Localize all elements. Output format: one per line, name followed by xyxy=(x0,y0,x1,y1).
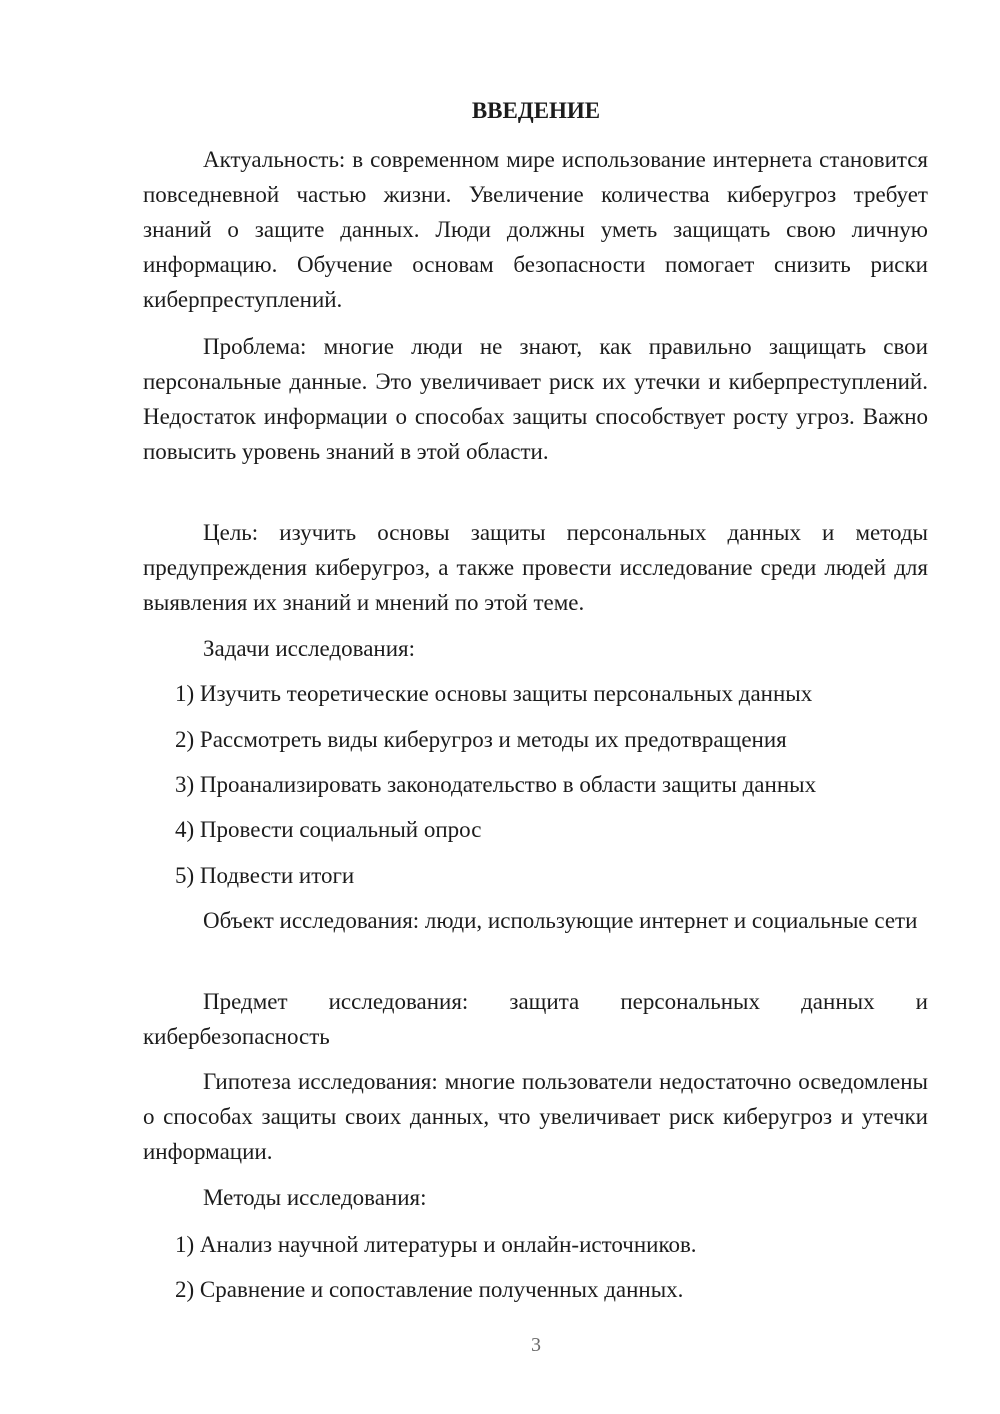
page-title: ВВЕДЕНИЕ xyxy=(471,98,601,123)
object-block xyxy=(143,903,928,938)
list-item: 1) Изучить теоретические основы защиты персональных данных xyxy=(175,681,813,706)
list-item: 3) Проанализировать законодательство в области защиты данных xyxy=(175,772,817,797)
tasks-heading: Задачи исследования: xyxy=(203,636,416,661)
list-item: 4) Провести социальный опрос xyxy=(175,817,482,842)
task-item-4 xyxy=(143,812,928,847)
task-item-3 xyxy=(143,767,928,802)
task-item-1 xyxy=(143,676,928,711)
relevance-paragraph: Актуальность: в современном мире использование интернета становится повседневной частью жизни. Увеличение количества киберугроз требует знаний о защите данных. Люди должны уметь защищать свою личную информацию. Обучение основам безопасности помогает снизить риски киберпреступлений. xyxy=(143,147,928,312)
hypothesis-paragraph: Гипотеза исследования: многие пользователи недостаточно осведомлены о способах защиты своих данных, что увеличивает риск киберугроз и утечки информации. xyxy=(143,1069,928,1164)
hypothesis-block xyxy=(143,1064,928,1169)
goal-paragraph: Цель: изучить основы защиты персональных данных и методы предупреждения киберугроз, а также провести исследование среди людей для выявления их знаний и мнений по этой теме. xyxy=(143,520,928,615)
goal-block xyxy=(143,515,928,620)
list-item: 5) Подвести итоги xyxy=(175,863,355,888)
task-item-5 xyxy=(143,858,928,893)
methods-heading: Методы исследования: xyxy=(203,1185,427,1210)
subject-paragraph: Предмет исследования: защита персональных данных и кибербезопасность xyxy=(143,989,928,1049)
object-paragraph: Объект исследования: люди, использующие интернет и социальные сети xyxy=(203,908,918,933)
task-item-2 xyxy=(143,722,928,757)
subject-block xyxy=(143,984,928,1054)
list-item: 1) Анализ научной литературы и онлайн-источников. xyxy=(175,1232,697,1257)
method-item-2 xyxy=(143,1272,928,1307)
problem-paragraph: Проблема: многие люди не знают, как правильно защищать свои персональные данные. Это увеличивает риск их утечки и киберпреступлений. Недостаток информации о способах защиты способствует росту угроз. Важно повысить уровень знаний в этой области. xyxy=(143,334,928,464)
list-item: 2) Рассмотреть виды киберугроз и методы их предотвращения xyxy=(175,727,787,752)
page-number: 3 xyxy=(531,1334,541,1356)
list-item: 2) Сравнение и сопоставление полученных данных. xyxy=(175,1277,684,1302)
method-item-1 xyxy=(143,1227,928,1262)
intro-body xyxy=(143,142,928,317)
methods-block xyxy=(143,1180,928,1215)
tasks-block xyxy=(143,631,928,666)
problem-block xyxy=(143,329,928,469)
